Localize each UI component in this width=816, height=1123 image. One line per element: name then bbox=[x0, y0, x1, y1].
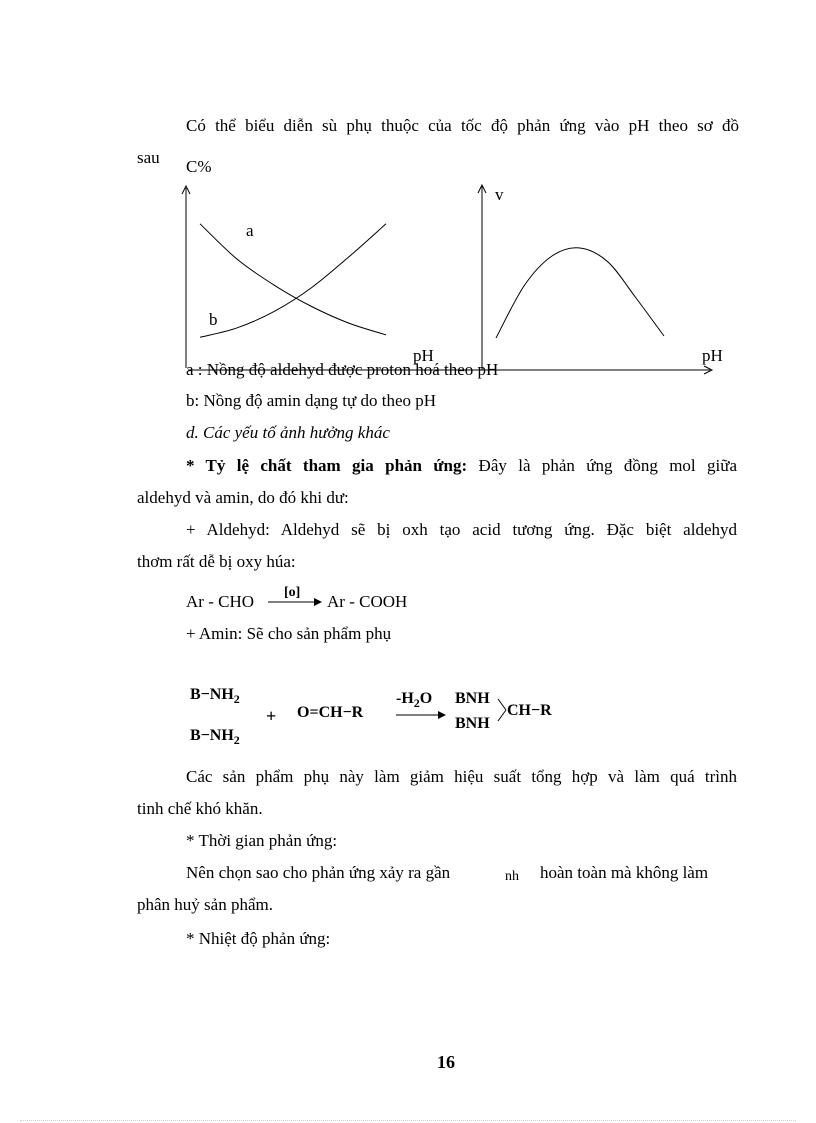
reaction1-over: [o] bbox=[284, 585, 301, 600]
page-bottom-border bbox=[20, 1120, 796, 1121]
curve-a-label: a bbox=[246, 221, 254, 240]
over-sub: 2 bbox=[413, 696, 420, 710]
right-chart-ylabel: v bbox=[495, 185, 504, 204]
legend-a: a : Nồng độ aldehyd được proton hoá theo pH bbox=[186, 360, 499, 379]
right-chart-xlabel: pH bbox=[702, 346, 723, 365]
reaction2-product-1: BNH bbox=[455, 690, 490, 707]
left-chart-ylabel: C% bbox=[186, 157, 212, 176]
time-heading: * Thời gian phản ứng: bbox=[186, 831, 338, 850]
page-number: 16 bbox=[437, 1052, 455, 1072]
ratio-heading: * Tỷ lệ chất tham gia phản ứng: bbox=[186, 456, 468, 475]
over-post: O bbox=[419, 690, 433, 707]
reaction2-product-3: CH−R bbox=[507, 702, 552, 719]
time-line-1-pre: Nên chọn sao cho phản ứng xảy ra gần bbox=[186, 863, 451, 882]
reactant-2-text: B−NH bbox=[190, 727, 234, 744]
amin-line: + Amin: Sẽ cho sản phẩm phụ bbox=[186, 624, 392, 643]
legend-b: b: Nồng độ amin dạng tự do theo pH bbox=[186, 391, 437, 410]
reactant-1-text: B−NH bbox=[190, 686, 234, 703]
intro-line-2: sau bbox=[137, 148, 160, 167]
aldehyd-line-1: + Aldehyd: Aldehyd sẽ bị oxh tạo acid tương ứng. Đặc biệt aldehyd bbox=[186, 520, 737, 539]
aldehyd-line-2: thơm rất dễ bị oxy húa: bbox=[137, 552, 296, 571]
reaction2-product-2: BNH bbox=[455, 715, 490, 732]
side-line-2: tinh chế khó khăn. bbox=[137, 799, 263, 818]
reactant-2-sub: 2 bbox=[233, 733, 240, 747]
temp-heading: * Nhiệt độ phản ứng: bbox=[186, 929, 331, 948]
over-pre: -H bbox=[396, 690, 414, 707]
reaction1-left: Ar - CHO bbox=[186, 592, 254, 611]
reactant-1-sub: 2 bbox=[233, 692, 240, 706]
curve-b-label: b bbox=[209, 310, 218, 329]
side-line-1: Các sản phẩm phụ này làm giảm hiệu suất tổng hợp và làm quá trình bbox=[186, 767, 737, 786]
reaction1-right: Ar - COOH bbox=[327, 592, 408, 611]
legend-d: d. Các yếu tố ảnh hưởng khác bbox=[186, 423, 390, 442]
reaction2-plus: + bbox=[266, 706, 277, 726]
time-line-1-small: nh bbox=[505, 869, 519, 884]
time-line-1-post: hoàn toàn mà không làm bbox=[540, 863, 709, 882]
time-line-2: phân huỷ sản phẩm. bbox=[137, 895, 273, 914]
left-chart-xlabel: pH bbox=[413, 346, 434, 365]
ratio-text-1: Đây là phản ứng đồng mol giữa bbox=[467, 456, 737, 475]
reaction2-reagent: O=CH−R bbox=[297, 704, 364, 721]
intro-line-1: Có thể biểu diễn sù phụ thuộc của tốc độ phản ứng vào pH theo sơ đồ bbox=[186, 116, 739, 135]
ratio-line-2: aldehyd và amin, do đó khi dư: bbox=[137, 488, 349, 507]
